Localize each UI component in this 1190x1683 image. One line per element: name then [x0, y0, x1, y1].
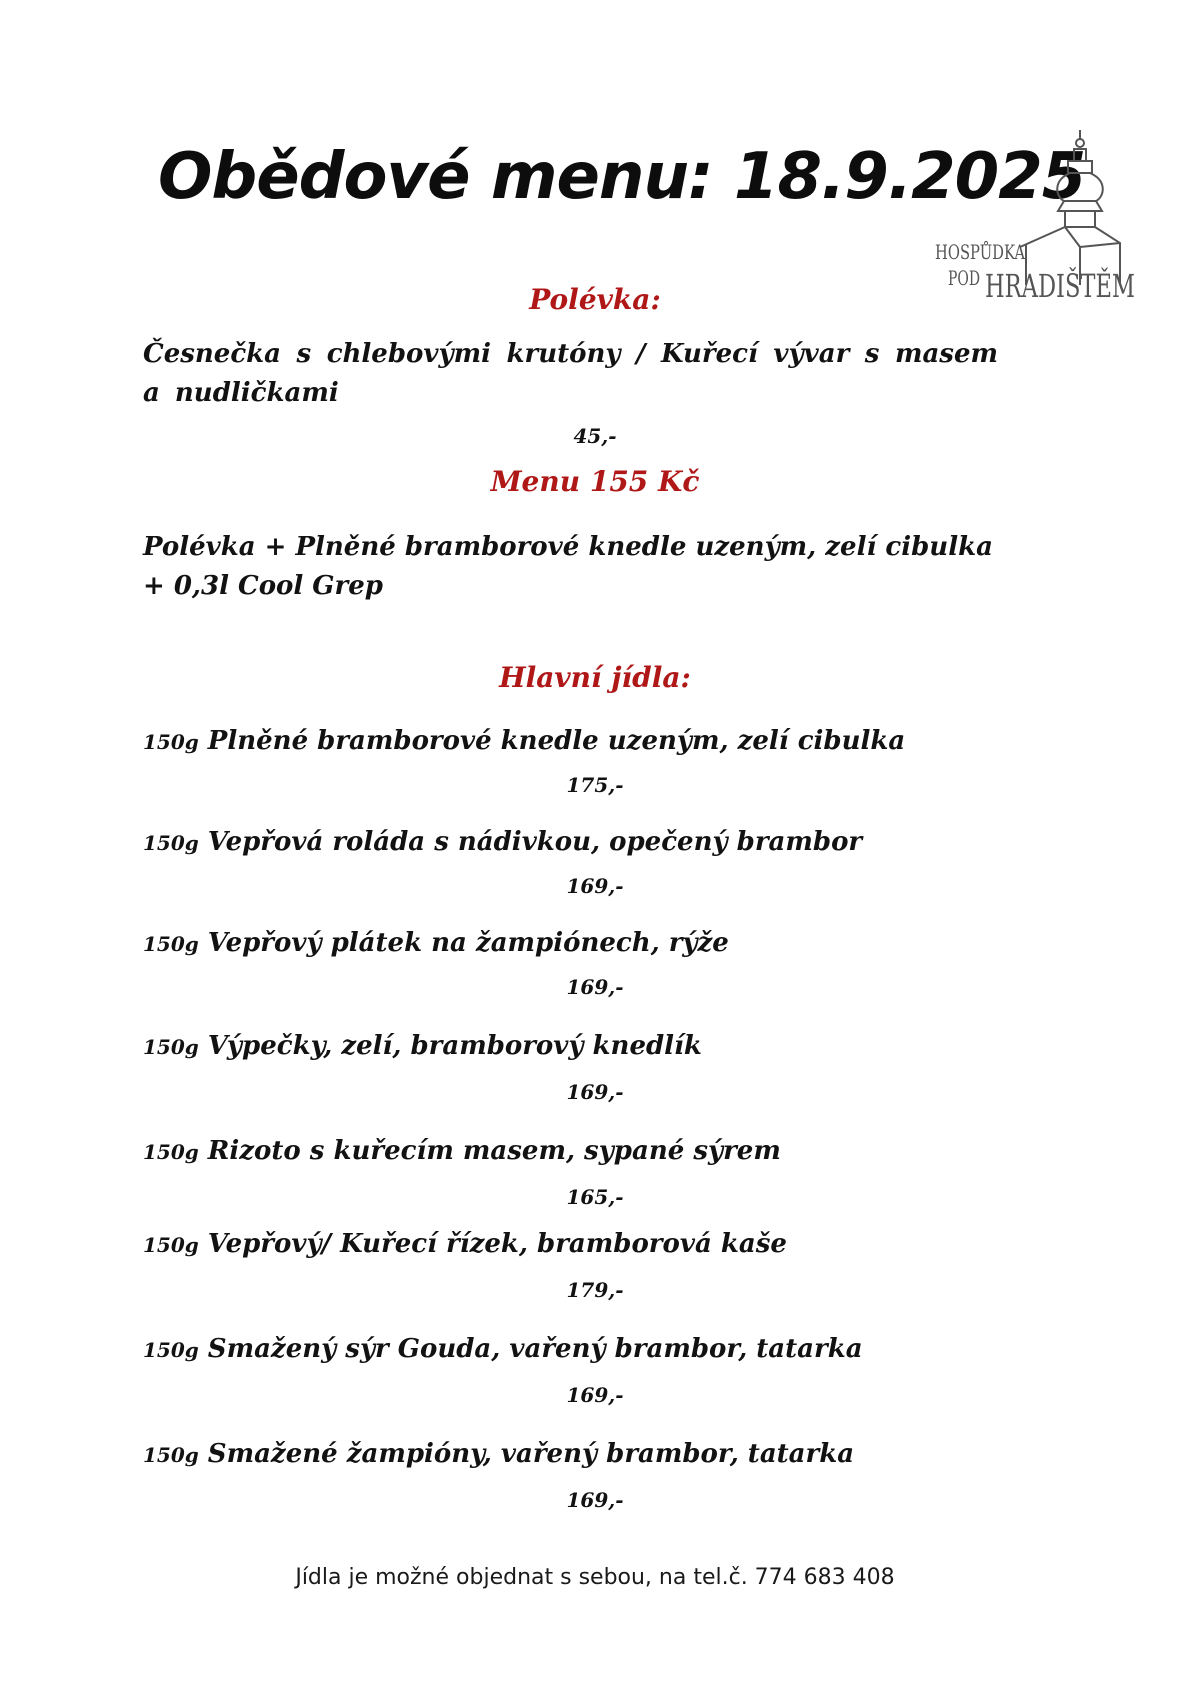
- dish-title: Smažený sýr Gouda, vařený brambor, tatarka: [207, 1334, 863, 1364]
- dish-weight: 150g: [143, 730, 199, 754]
- dish-weight: 150g: [143, 1035, 199, 1059]
- soup-description: Česnečka s chlebovými krutóny / Kuřecí vývar s masem a nudličkami: [143, 339, 998, 408]
- soup-heading: Polévka:: [529, 283, 661, 316]
- menu-offer-description: Polévka + Plněné bramborové knedle uzeným, zelí cibulka + 0,3l Cool Grep: [143, 532, 993, 601]
- dish-title: Vepřová roláda s nádivkou, opečený brambor: [207, 827, 863, 857]
- dish-weight: 150g: [143, 1443, 199, 1467]
- logo-text-pod: POD: [948, 266, 980, 290]
- dish-name-4: [143, 1031, 1043, 1061]
- dish-price-2: 169,-: [566, 874, 624, 898]
- dish-weight: 150g: [143, 1140, 199, 1164]
- dish-title: Plněné bramborové knedle uzeným, zelí cibulka: [207, 726, 906, 756]
- dish-price-3: 169,-: [566, 975, 624, 999]
- soup-price: 45,-: [573, 424, 617, 448]
- dish-price-4: 169,-: [566, 1080, 624, 1104]
- dish-title: Výpečky, zelí, bramborový knedlík: [207, 1031, 702, 1061]
- dish-weight: 150g: [143, 932, 199, 956]
- dish-weight: 150g: [143, 1233, 199, 1257]
- dish-title: Vepřový plátek na žampiónech, rýže: [207, 928, 729, 958]
- dish-name-6: [143, 1229, 1043, 1259]
- menu-offer-heading: Menu 155 Kč: [490, 465, 700, 498]
- dish-name-5: [143, 1136, 1043, 1166]
- logo-text-hradistem: HRADIŠTĚM: [985, 267, 1135, 305]
- page-title: Obědové menu: 18.9.2025: [158, 140, 1086, 214]
- main-dishes-heading: Hlavní jídla:: [499, 661, 691, 694]
- dish-title: Smažené žampióny, vařený brambor, tatarka: [207, 1439, 855, 1469]
- dish-price-5: 165,-: [566, 1185, 624, 1209]
- dish-title: Vepřový/ Kuřecí řízek, bramborová kaše: [207, 1229, 787, 1259]
- dish-price-1: 175,-: [566, 773, 624, 797]
- footer-order-note: Jídla je možné objednat s sebou, na tel.č. 774 683 408: [295, 1565, 895, 1590]
- dish-name-8: [143, 1439, 1043, 1469]
- dish-title: Rizoto s kuřecím masem, sypané sýrem: [207, 1136, 781, 1166]
- dish-name-3: [143, 928, 1043, 958]
- dish-name-1: [143, 726, 1043, 756]
- dish-name-2: [143, 827, 1043, 857]
- dish-name-7: [143, 1334, 1043, 1364]
- dish-price-6: 179,-: [566, 1278, 624, 1302]
- logo-text-hospudka: HOSPŮDKA: [935, 240, 1058, 264]
- dish-weight: 150g: [143, 831, 199, 855]
- dish-weight: 150g: [143, 1338, 199, 1362]
- dish-price-8: 169,-: [566, 1488, 624, 1512]
- dish-price-7: 169,-: [566, 1383, 624, 1407]
